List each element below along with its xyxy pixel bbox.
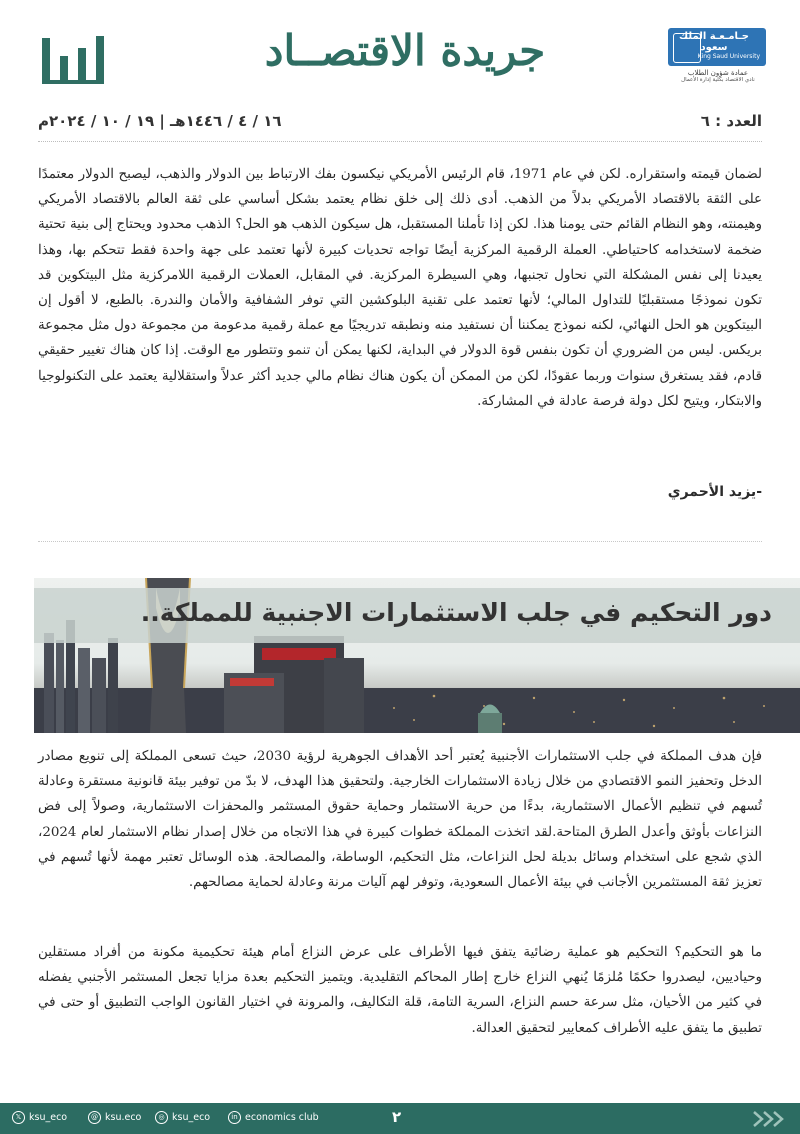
social-handle: ksu.eco <box>105 1112 142 1123</box>
page-footer <box>0 1103 800 1134</box>
chevrons-icon <box>750 1109 790 1129</box>
university-logo <box>668 28 768 83</box>
social-linkedin[interactable] <box>228 1111 319 1124</box>
article-banner <box>34 578 800 733</box>
page-header <box>0 0 800 105</box>
article-author: -يزيد الأحمري <box>667 484 762 500</box>
article-body: لضمان قيمته واستقراره. لكن في عام 1971، قام الرئيس الأمريكي نيكسون بفك الارتباط بين الدولار والذهب، ليصبح الدولار معتمدًا على الثقة بالاقتصاد الأمريكي بدلاً من الذهب. أدى ذلك إلى خلق نظام يعتمد بشكل أساسي على ثقة العالم بالاقتصاد الأمريكي وهيمنته، وهو النظام القائم حتى يومنا هذا. لكن إذا تأملنا المستقبل، هل سيكون الذهب هو الحل؟ الذهب محدود ويحتاج إلى بنية تحتية ضخمة لاستخدامه كاحتياطي. العملة الرقمية المركزية أيضًا تواجه تحديات كبيرة لأنها تعتمد على جهة واحدة فقط تتحكم بها، وهذا يعيدنا إلى نفس المشكلة التي نحاول تجنبها، وهي السيطرة المركزية. في المقابل، العملات الرقمية اللامركزية مثل البيتكوين قد تكون نموذجًا مستقبليًا للتداول المالي؛ لأنها تعتمد على تقنية البلوكشين التي توفر الشفافية والأمان والندرة. بالطبع، لا أقول إن البيتكوين هو الحل النهائي، لكنه نموذج يمكننا أن نستفيد منه ونطبقه تدريجيًا مع عملة رقمية مدعومة من مجموعة دول مثل مجموعة بريكس. ليس من الضروري أن تكون بنفس قوة الدولار في البداية، لكنها يمكن أن تنمو وتتطور مع الوقت. إذا كان هناك تغيير حقيقي قادم، فقد يستغرق سنوات وربما عقودًا، لكن من الممكن أن يكون هناك نظام مالي جديد أكثر عدلاً واستقلالية يعتمد على التكنولوجيا والابتكار، ويتيح لكل دولة فرصة عادلة في المشاركة. <box>38 167 763 409</box>
university-badge <box>668 28 766 66</box>
divider <box>38 541 762 542</box>
x-icon: 𝕏 <box>12 1111 25 1124</box>
social-handle: economics club <box>245 1112 319 1123</box>
article-title: دور التحكيم في جلب الاستثمارات الاجنبية للمملكة.. <box>140 598 772 627</box>
social-handle: ksu_eco <box>172 1112 211 1123</box>
article-paragraph: ما هو التحكيم؟ التحكيم هو عملية رضائية يتفق فيها الأطراف على عرض النزاع أمام هيئة تحكيمية مكونة من أفراد مستقلين وحياديين، ليصدروا حكمًا مُلزمًا يُنهي النزاع خارج إطار المحاكم التقليدية. ويتميز التحكيم بعدة مزايا تجعل المستثمر الأجنبي يفضله في كثير من الأحيان، مثل سرعة حسم النزاع، السرية التامة، قلة التكاليف، والمرونة في اختيار القانون الواجب التطبيق أو حتى في تطبيق ما يتفق عليه الأطراف كمعايير لتحقيق العدالة. <box>38 945 762 1036</box>
masthead-title: جريدة الاقتصــاد <box>264 26 546 75</box>
page-number: ٢ <box>392 1108 402 1126</box>
university-name-en: King Saud University <box>697 53 760 60</box>
social-handle: ksu_eco <box>29 1112 68 1123</box>
instagram-icon: ◎ <box>155 1111 168 1124</box>
linkedin-icon: in <box>228 1111 241 1124</box>
issue-info <box>38 112 762 134</box>
issue-date: ١٦ / ٤ / ١٤٤٦هـ | ١٩ / ١٠ / ٢٠٢٤م <box>38 112 282 130</box>
economics-club-logo <box>40 34 110 88</box>
threads-icon: @ <box>88 1111 101 1124</box>
social-x[interactable] <box>12 1111 67 1124</box>
social-threads[interactable] <box>88 1111 141 1124</box>
article-paragraph: فإن هدف المملكة في جلب الاستثمارات الأجنبية يُعتبر أحد الأهداف الجوهرية لرؤية 2030، حيث تسعى المملكة إلى تنويع مصادر الدخل وتحفيز النمو الاقتصادي من خلال زيادة الاستثمارات الخارجية. ولتحقيق هذا الهدف، لا بدّ من توفير بيئة قانونية مستقرة وعادلة تُسهم في تنظيم الأعمال الاستثمارية، بدءًا من حرية الاستثمار وحماية حقوق المستثمر والمحفزات الاستثمارية، وصولاً إلى فض النزاعات بأوثق وأعدل الطرق المتاحة.لقد اتخذت المملكة خطوات كبيرة في هذا الاتجاه من خلال إصدار نظام الاستثمار لعام 2024، الذي شجع على استخدام وسائل بديلة لحل النزاعات، مثل التحكيم، الوساطة، والمصالحة. هذه الوسائل تعتبر مهمة لأنها تُسهم في تعزيز ثقة المستثمرين الأجانب في بيئة الأعمال السعودية، وتوفر لهم آليات مرنة وعادلة لحماية مصالحهم. <box>38 749 762 891</box>
issue-number: العدد : ٦ <box>700 112 762 130</box>
deanship-label: عمادة شؤون الطلاب <box>687 69 749 77</box>
divider <box>38 141 762 142</box>
social-instagram[interactable] <box>155 1111 210 1124</box>
club-label: نادي الاقتصاد بكلية إدارة الأعمال <box>681 77 755 83</box>
university-name-ar: جـامـعـة الملك سعود <box>679 31 749 53</box>
